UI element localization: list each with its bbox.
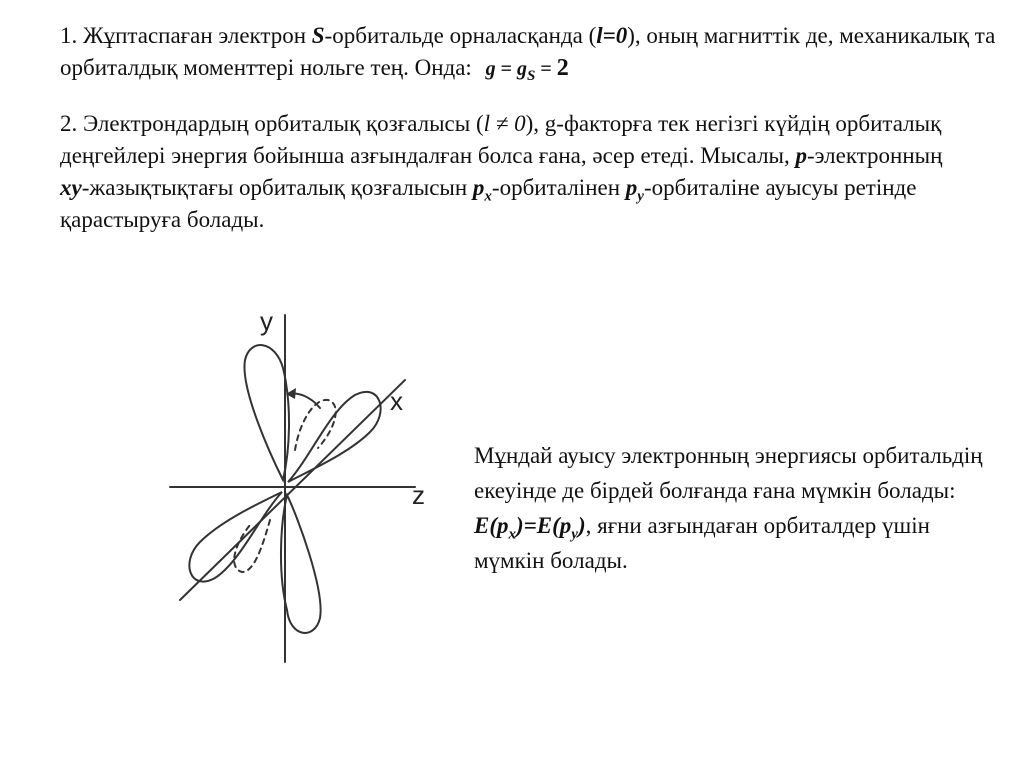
p-electron-symbol: p bbox=[795, 143, 808, 168]
l-nonzero-condition: l ≠ 0 bbox=[483, 111, 526, 136]
l-zero-condition: l=0 bbox=[596, 23, 628, 48]
energy-equality-formula: $E(p_x)=E(p_y)$ bbox=[474, 513, 586, 543]
x-axis bbox=[180, 380, 405, 600]
py-lobe-lower bbox=[281, 495, 321, 633]
x-axis-label: x bbox=[390, 386, 403, 416]
paragraph-zero-orbital-moment: 1. Жұптаспаған электрон S-орбитальде орналасқанда (l=0), оның магниттік де, механикалық та орбиталдық моменттері нольге тең. Онда: $g = g_S = 2$ bbox=[60, 23, 996, 84]
py-lobe-upper bbox=[244, 345, 289, 480]
intermediate-lobe-lower bbox=[234, 520, 270, 572]
z-axis-label: z bbox=[412, 480, 425, 510]
paragraph-degenerate-orbitals: Мұндай ауысу электронның энергиясы орбитальдің екеуінде де бірдей болғанда ғана мүмкін болады: $E(p_x)=E(p_y)$, яғни азғындаған орбиталдер үшін мүмкін болады. bbox=[474, 443, 983, 573]
px-lobe-lower bbox=[189, 492, 282, 582]
s-orbital-symbol: S bbox=[311, 23, 325, 48]
xy-plane-symbol: xy bbox=[60, 175, 82, 200]
g-factor-formula: $g = g_S = 2$ bbox=[485, 55, 569, 84]
paragraph-orbital-motion: 2. Электрондардың орбиталық қозғалысы (l ≠ 0), g-факторға тек негізгі күйдің орбиталық деңгейлері энергия бойынша азғындалған болса ғана, әсер етеді. Мысалы, p-электронның xy-жазықтықтағы орбиталық қозғалысын $p_x$-орбиталінен $p_y$-орбиталіне ауысуы ретінде қарастыруға болады. bbox=[60, 111, 943, 232]
p-orbital-diagram bbox=[150, 300, 450, 670]
py-orbital-symbol: $p_y$ bbox=[625, 175, 644, 205]
y-axis-label: y bbox=[260, 306, 273, 336]
px-orbital-symbol: $p_x$ bbox=[472, 175, 492, 205]
